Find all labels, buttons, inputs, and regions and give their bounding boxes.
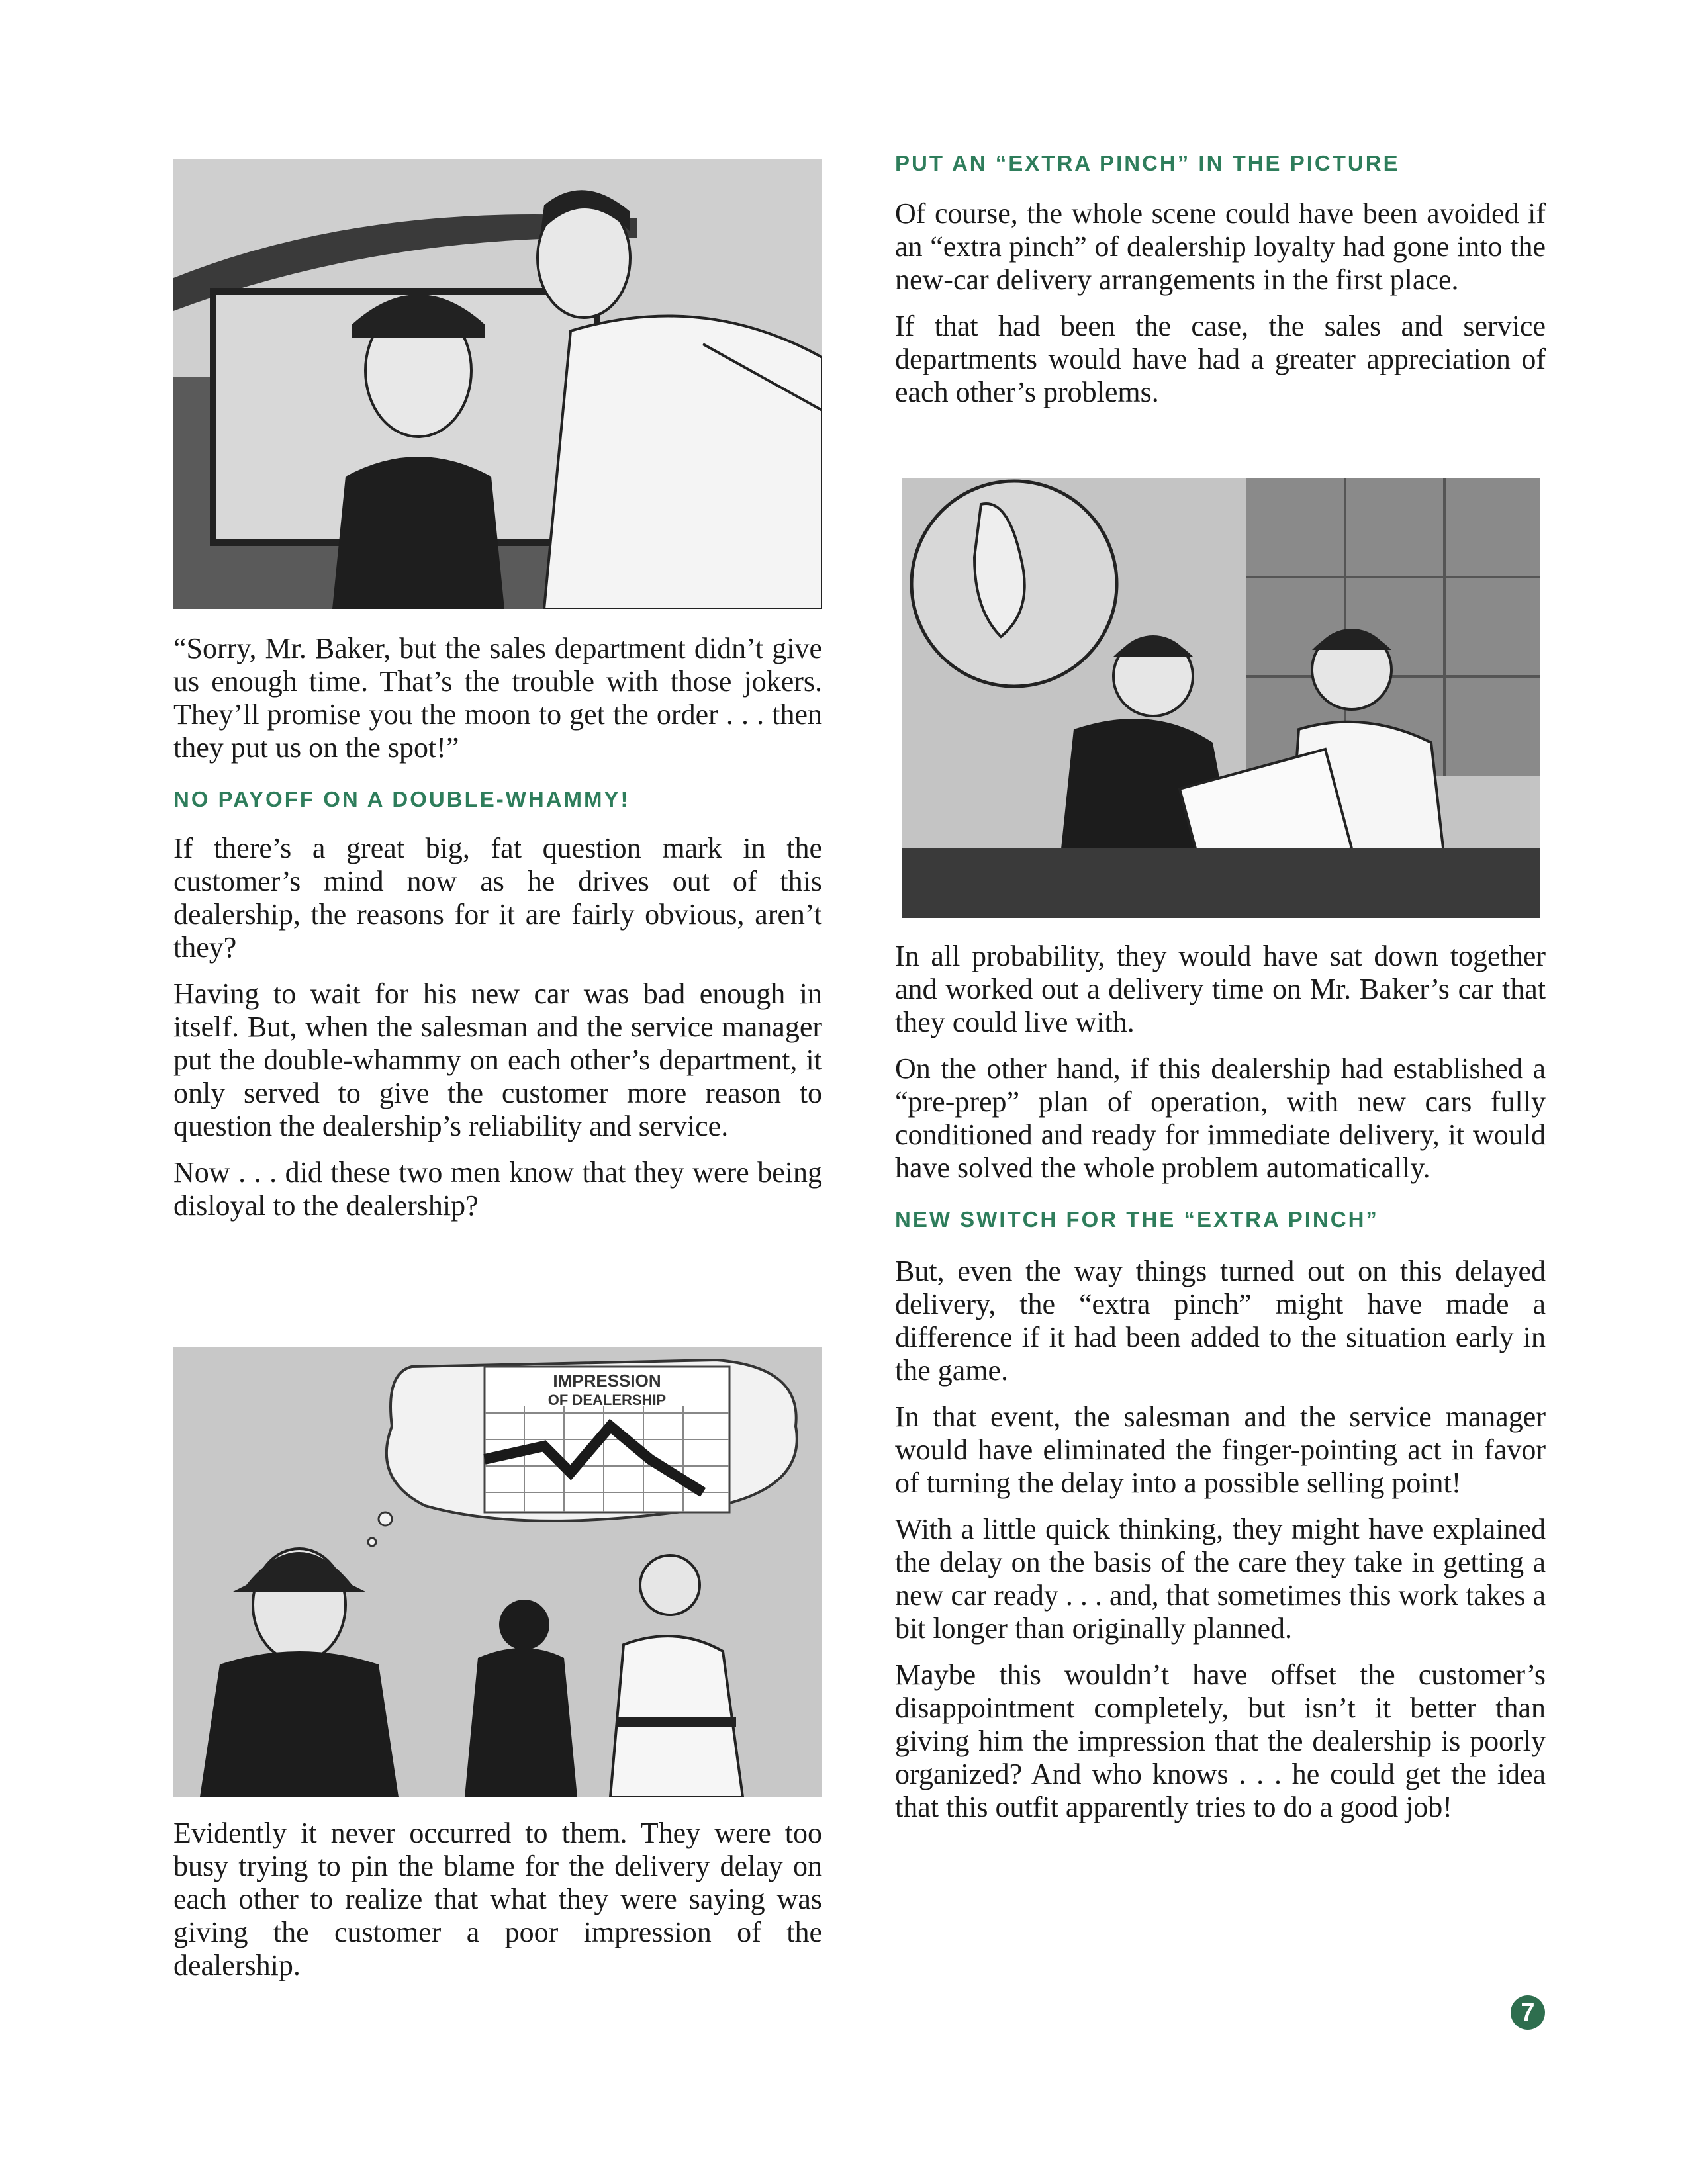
- illustration-car-scene: [173, 159, 822, 609]
- paragraph-disloyal: Now . . . did these two men know that they were being disloyal to the dealership?: [173, 1156, 822, 1222]
- section-heading-extra-pinch: PUT AN “EXTRA PINCH” IN THE PICTURE: [895, 151, 1400, 175]
- paragraph-offset-disappointment: Maybe this wouldn’t have offset the customer’s disappointment completely, but isn’t it better than giving him the impression that the dealership is poorly organized? And who knows . . . he could get the idea that this outfit apparently tries to do a good job!: [895, 1659, 1546, 1823]
- paragraph-finger-pointing: In that event, the salesman and the service manager would have eliminated the finger-pointing act in favor of turning the delay into a possible selling point!: [895, 1400, 1546, 1499]
- paragraph-double-whammy: Having to wait for his new car was bad enough in itself. But, when the salesman and the service manager put the double-whammy on each other’s department, it only served to give the customer more reason to question the dealership’s reliability and service.: [173, 978, 822, 1142]
- paragraph-pre-prep: On the other hand, if this dealership had established a “pre-prep” plan of operation, with new cars fully conditioned and ready for immediate delivery, it would have solved the whole problem automatically.: [895, 1052, 1546, 1184]
- paragraph-sat-down: In all probability, they would have sat down together and worked out a delivery time on Mr. Baker’s car that they could live with.: [895, 940, 1546, 1038]
- section-heading-new-switch: NEW SWITCH FOR THE “EXTRA PINCH”: [895, 1207, 1379, 1232]
- paragraph-never-occurred: Evidently it never occurred to them. They were too busy trying to pin the blame for the delivery delay on each other to realize that what they were saying was giving the customer a poor impression of the dealership.: [173, 1817, 822, 1981]
- chart-label-of-dealership: OF DEALERSHIP: [547, 1392, 667, 1408]
- section-heading-double-whammy: NO PAYOFF ON A DOUBLE-WHAMMY!: [173, 787, 630, 811]
- paragraph-delayed-delivery: But, even the way things turned out on this delayed delivery, the “extra pinch” might have made a difference if it had been added to the situation early in the game.: [895, 1255, 1546, 1387]
- paragraph-greater-appreciation: If that had been the case, the sales and service departments would have had a greater appreciation of each other’s problems.: [895, 310, 1546, 408]
- paragraph-quick-thinking: With a little quick thinking, they might have explained the delay on the basis of the care they take in getting a new car ready . . . and, that sometimes this work takes a bit longer than originally planned.: [895, 1513, 1546, 1645]
- chart-label-impression: IMPRESSION: [553, 1371, 661, 1390]
- illustration-finger-pointing: [173, 1347, 822, 1797]
- page-number-badge: 7: [1511, 1995, 1545, 2030]
- illustration-pinch-meeting: [902, 478, 1540, 918]
- paragraph-scene-avoided: Of course, the whole scene could have been avoided if an “extra pinch” of dealership loyalty had gone into the new-car delivery arrangements in the first place.: [895, 197, 1546, 296]
- car-scene-caption: “Sorry, Mr. Baker, but the sales department didn’t give us enough time. That’s the trouble with those jokers. They’ll promise you the moon to get the order . . . then they put us on the spot!”: [173, 632, 822, 764]
- paragraph-question-mark: If there’s a great big, fat question mark in the customer’s mind now as he drives out of this dealership, the reasons for it are fairly obvious, aren’t they?: [173, 832, 822, 964]
